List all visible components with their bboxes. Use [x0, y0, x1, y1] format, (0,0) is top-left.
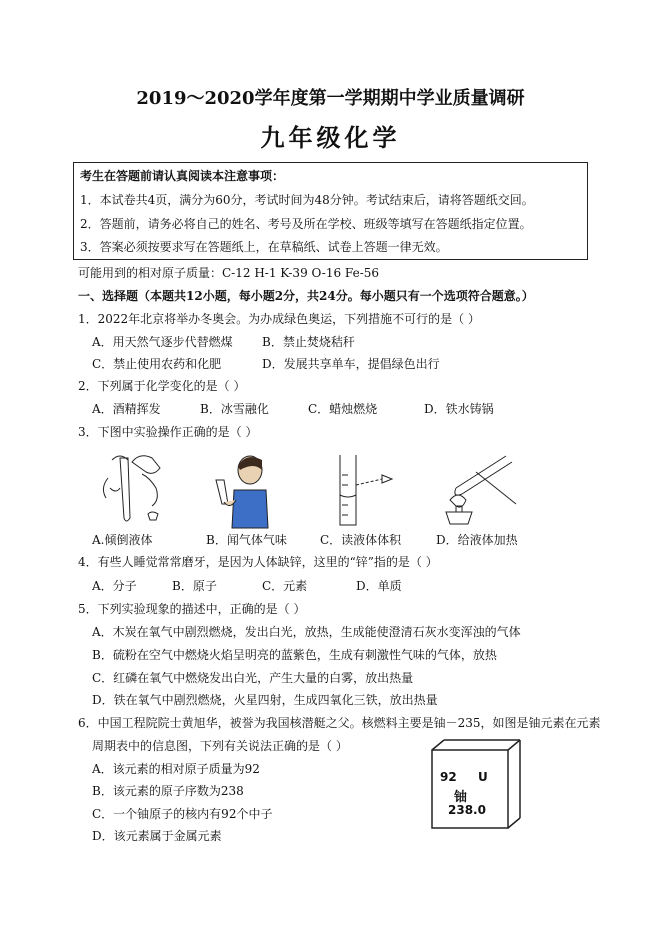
pouring-liquid-figure: [90, 448, 180, 528]
question-stem: 2．下列属于化学变化的是（ ）: [78, 379, 246, 393]
notice-item: 1．本试卷共4页，满分为60分，考试时间为48分钟。考试结束后，请将答题纸交回。: [80, 193, 534, 207]
option: C．禁止使用农药和化肥: [92, 357, 222, 371]
section-heading: 一、选择题（本题共12小题，每小题2分，共24分。每小题只有一个选项符合题意。）: [78, 289, 534, 303]
option: B．禁止焚烧秸秆: [262, 335, 355, 349]
element-name: 铀: [454, 790, 468, 805]
option: A．用天然气逐步代替燃煤: [92, 335, 233, 349]
question-stem: 4．有些人睡觉常常磨牙，是因为人体缺锌，这里的“锌”指的是（ ）: [78, 555, 438, 569]
question-stem: 5．下列实验现象的描述中，正确的是（ ）: [78, 602, 306, 616]
option: D．铁水铸锅: [424, 402, 494, 416]
atomic-number: 92: [440, 770, 457, 784]
notice-item: 2．答题前，请务必将自己的姓名、考号及所在学校、班级等填写在答题纸指定位置。: [80, 217, 532, 231]
smelling-gas-figure: [206, 450, 270, 528]
notice-item: 3．答案必须按要求写在答题纸上，在草稿纸、试卷上答题一律无效。: [80, 240, 448, 254]
figure-caption: B．闻气体气味: [206, 533, 287, 547]
subject-title: 九年级化学: [260, 123, 401, 152]
figure-caption: D．给液体加热: [436, 533, 518, 547]
figure-caption: A.倾倒液体: [92, 533, 153, 547]
option: B．硫粉在空气中燃烧火焰呈明亮的蓝紫色，生成有刺激性气味的气体，放热: [92, 648, 497, 662]
option: A．该元素的相对原子质量为92: [92, 762, 260, 776]
option: C．一个铀原子的核内有92个中子: [92, 807, 273, 821]
option: A．酒精挥发: [92, 402, 161, 416]
atomic-mass: 238.0: [448, 803, 486, 817]
question-stem: 3．下图中实验操作正确的是（ ）: [78, 425, 258, 439]
exam-title: 2019～2020学年度第一学期期中学业质量调研: [136, 88, 525, 109]
question-stem-continued: 周期表中的信息图，下列有关说法正确的是（ ）: [92, 739, 348, 753]
element-symbol: U: [478, 770, 488, 784]
option: A．分子: [92, 579, 137, 593]
notice-box: [73, 162, 588, 260]
element-card-frame: [424, 738, 524, 832]
option: B．该元素的原子序数为238: [92, 784, 244, 798]
option: B．冰雪融化: [200, 402, 269, 416]
option: C．红磷在氧气中燃烧发出白光，产生大量的白雾，放出热量: [92, 671, 414, 685]
option: B．原子: [172, 579, 217, 593]
heating-liquid-figure: [436, 448, 522, 528]
option: C．元素: [262, 579, 308, 593]
option: A．木炭在氧气中剧烈燃烧，发出白光，放热，生成能使澄清石灰水变浑浊的气体: [92, 625, 521, 639]
figure-caption: C．读液体体积: [320, 533, 402, 547]
notice-heading: 考生在答题前请认真阅读本注意事项：: [80, 169, 285, 183]
option: C．蜡烛燃烧: [308, 402, 378, 416]
option: D．单质: [356, 579, 402, 593]
question-stem: 6．中国工程院院士黄旭华，被誉为我国核潜艇之父。核燃料主要是铀－235，如图是铀元素在元素: [78, 716, 601, 730]
option: D．铁在氧气中剧烈燃烧，火星四射，生成四氧化三铁，放出热量: [92, 693, 438, 707]
reading-volume-figure: [320, 455, 400, 527]
option: D．发展共享单车，提倡绿色出行: [262, 357, 440, 371]
option: D．该元素属于金属元素: [92, 829, 222, 843]
question-stem: 1．2022年北京将举办冬奥会。为办成绿色奥运，下列措施不可行的是（ ）: [78, 312, 480, 326]
atomic-masses: 可能用到的相对原子质量：C-12 H-1 K-39 O-16 Fe-56: [78, 266, 380, 280]
